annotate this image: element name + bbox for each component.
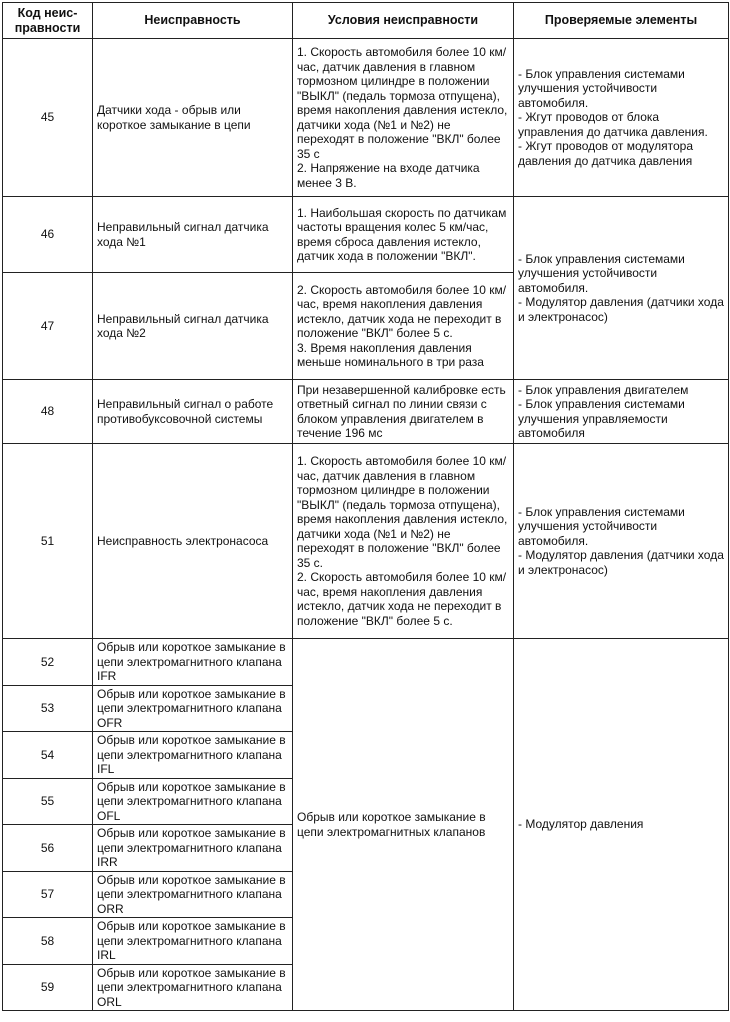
checked-elements: - Блок управления системами улучшения устойчивости автомобиля. - Модулятор давления (датчики хода и электронасос)	[514, 197, 729, 380]
fault-code: 54	[3, 732, 93, 779]
checked-elements: - Блок управления двигателем - Блок управления системами улучшения управляемости автомобиля	[514, 380, 729, 444]
fault-code: 57	[3, 871, 93, 918]
header-code: Код неис-правности	[3, 3, 93, 39]
table-row	[3, 444, 729, 639]
fault-conditions: Обрыв или короткое замыкание в цепи электромагнитных клапанов	[293, 639, 514, 1011]
fault-code: 59	[3, 964, 93, 1011]
fault-conditions: 1. Скорость автомобиля более 10 км/час, датчик давления в главном тормозном цилиндре в положении "ВЫКЛ" (педаль тормоза отпущена), время накопления давления истекло, датчики хода (№1 и №2) не переходят в положение "ВКЛ" более 35 с. 2. Скорость автомобиля более 10 км/час, время накопления давления истекло, датчик хода не переходит в положение "ВКЛ" более 5 с.	[293, 444, 514, 639]
checked-elements: - Блок управления системами улучшения устойчивости автомобиля. - Жгут проводов от блока управления до датчика давления. - Жгут проводов от модулятора давления до датчика давления	[514, 39, 729, 197]
table-row	[3, 639, 729, 686]
table-row	[3, 197, 729, 273]
header-fault: Неисправность	[93, 3, 293, 39]
checked-elements: - Блок управления системами улучшения устойчивости автомобиля. - Модулятор давления (датчики хода и электронасос)	[514, 444, 729, 639]
checked-elements: - Модулятор давления	[514, 639, 729, 1011]
fault-description: Неправильный сигнал датчика хода №2	[93, 273, 293, 380]
header-elements: Проверяемые элементы	[514, 3, 729, 39]
fault-description: Неправильный сигнал о работе противобуксовочной системы	[93, 380, 293, 444]
fault-description: Обрыв или короткое замыкание в цепи электромагнитного клапана IRL	[93, 918, 293, 965]
fault-code-table	[2, 2, 729, 1011]
fault-description: Обрыв или короткое замыкание в цепи электромагнитного клапана ORL	[93, 964, 293, 1011]
fault-code: 58	[3, 918, 93, 965]
fault-description: Обрыв или короткое замыкание в цепи электромагнитного клапана OFL	[93, 778, 293, 825]
fault-conditions: 1. Наибольшая скорость по датчикам частоты вращения колес 5 км/час, время сброса давления истекло, датчик хода в положении "ВКЛ".	[293, 197, 514, 273]
fault-description: Датчики хода - обрыв или короткое замыкание в цепи	[93, 39, 293, 197]
fault-description: Обрыв или короткое замыкание в цепи электромагнитного клапана IRR	[93, 825, 293, 872]
fault-code: 47	[3, 273, 93, 380]
table-row	[3, 39, 729, 197]
fault-description: Обрыв или короткое замыкание в цепи электромагнитного клапана OFR	[93, 685, 293, 732]
table-header-row	[3, 3, 729, 39]
fault-code: 45	[3, 39, 93, 197]
fault-description: Обрыв или короткое замыкание в цепи электромагнитного клапана IFL	[93, 732, 293, 779]
fault-code: 52	[3, 639, 93, 686]
fault-conditions: 1. Скорость автомобиля более 10 км/час, датчик давления в главном тормозном цилиндре в положении "ВЫКЛ" (педаль тормоза отпущена), время накопления давления истекло, датчики хода (№1 и №2) не переходят в положение "ВКЛ" более 35 с 2. Напряжение на входе датчика менее 3 В.	[293, 39, 514, 197]
fault-code: 48	[3, 380, 93, 444]
fault-conditions: При незавершенной калибровке есть ответный сигнал по линии связи с блоком управления двигателем в течение 196 мс	[293, 380, 514, 444]
header-conditions: Условия неисправности	[293, 3, 514, 39]
fault-code: 56	[3, 825, 93, 872]
fault-code: 46	[3, 197, 93, 273]
fault-code: 55	[3, 778, 93, 825]
fault-description: Неправильный сигнал датчика хода №1	[93, 197, 293, 273]
table-row	[3, 380, 729, 444]
fault-code: 51	[3, 444, 93, 639]
fault-description: Обрыв или короткое замыкание в цепи электромагнитного клапана ORR	[93, 871, 293, 918]
fault-conditions: 2. Скорость автомобиля более 10 км/час, время накопления давления истекло, датчик хода не переходит в положение "ВКЛ" более 5 с. 3. Время накопления давления меньше номинального в три раза	[293, 273, 514, 380]
fault-code: 53	[3, 685, 93, 732]
fault-description: Неисправность электронасоса	[93, 444, 293, 639]
fault-description: Обрыв или короткое замыкание в цепи электромагнитного клапана IFR	[93, 639, 293, 686]
